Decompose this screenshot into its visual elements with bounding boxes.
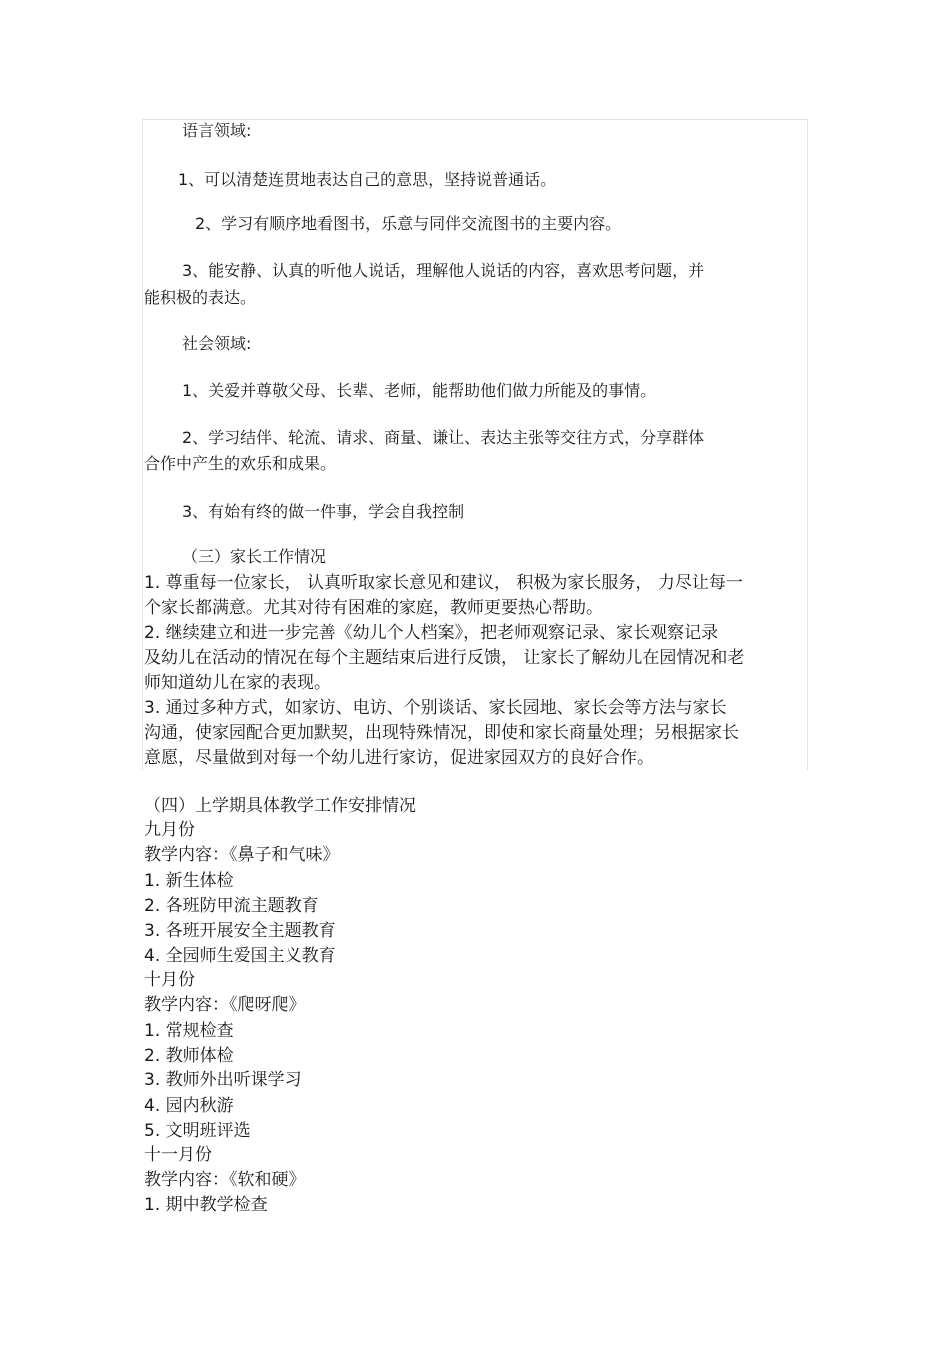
- october-item-2: 2. 教师体检: [144, 1046, 234, 1066]
- month-november: 十一月份: [144, 1145, 212, 1165]
- september-item-4: 4. 全园师生爱国主义教育: [144, 946, 336, 966]
- september-content: 教学内容：《鼻子和气味》: [144, 845, 340, 865]
- language-item-1: 1、可以清楚连贯地表达自己的意思，坚持说普通话。: [178, 170, 557, 189]
- language-item-3-line-1: 3、能安静、认真的听他人说话，理解他人说话的内容，喜欢思考问题，并: [182, 261, 705, 280]
- september-item-2: 2. 各班防甲流主题教育: [144, 896, 319, 916]
- parents-p1-line-2: 个家长都满意。尤其对待有困难的家庭，教师更要热心帮助。: [144, 598, 603, 618]
- parents-p3-line-1: 3. 通过多种方式，如家访、电访、个别谈话、家长园地、家长会等方法与家长: [144, 698, 727, 718]
- parents-p1-line-1: 1. 尊重每一位家长， 认真听取家长意见和建议， 积极为家长服务， 力尽让每一: [144, 573, 743, 593]
- parents-p2-line-2: 及幼儿在活动的情况在每个主题结束后进行反馈， 让家长了解幼儿在园情况和老: [144, 648, 745, 668]
- september-item-1: 1. 新生体检: [144, 871, 234, 891]
- schedule-heading: （四）上学期具体教学工作安排情况: [144, 796, 416, 816]
- social-item-1: 1、关爱并尊敬父母、长辈、老师，能帮助他们做力所能及的事情。: [182, 381, 657, 400]
- language-heading: 语言领域:: [182, 121, 252, 140]
- parents-heading: （三）家长工作情况: [182, 547, 327, 566]
- month-september: 九月份: [144, 820, 195, 840]
- november-item-1: 1. 期中教学检查: [144, 1195, 268, 1215]
- parents-p3-line-3: 意愿，尽量做到对每一个幼儿进行家访，促进家园双方的良好合作。: [144, 748, 654, 768]
- social-heading: 社会领域:: [182, 334, 252, 353]
- october-item-4: 4. 园内秋游: [144, 1096, 234, 1116]
- social-item-3: 3、有始有终的做一件事，学会自我控制: [182, 502, 465, 521]
- parents-p2-line-3: 师知道幼儿在家的表现。: [144, 673, 331, 693]
- social-item-2-line-2: 合作中产生的欢乐和成果。: [144, 454, 337, 473]
- parents-p3-line-2: 沟通，使家园配合更加默契，出现特殊情况，即使和家长商量处理；另根据家长: [144, 723, 739, 743]
- october-content: 教学内容：《爬呀爬》: [144, 995, 306, 1015]
- social-item-2-line-1: 2、学习结伴、轮流、请求、商量、谦让、表达主张等交往方式，分享群体: [182, 428, 705, 447]
- october-item-3: 3. 教师外出听课学习: [144, 1070, 302, 1090]
- october-item-5: 5. 文明班评选: [144, 1121, 251, 1141]
- language-item-3-line-2: 能积极的表达。: [144, 288, 257, 307]
- september-item-3: 3. 各班开展安全主题教育: [144, 921, 336, 941]
- parents-p2-line-1: 2. 继续建立和进一步完善《幼儿个人档案》，把老师观察记录、家长观察记录: [144, 623, 719, 643]
- language-item-2: 2、学习有顺序地看图书，乐意与同伴交流图书的主要内容。: [195, 214, 622, 233]
- november-content: 教学内容：《软和硬》: [144, 1170, 306, 1190]
- october-item-1: 1. 常规检查: [144, 1021, 234, 1041]
- month-october: 十月份: [144, 970, 195, 990]
